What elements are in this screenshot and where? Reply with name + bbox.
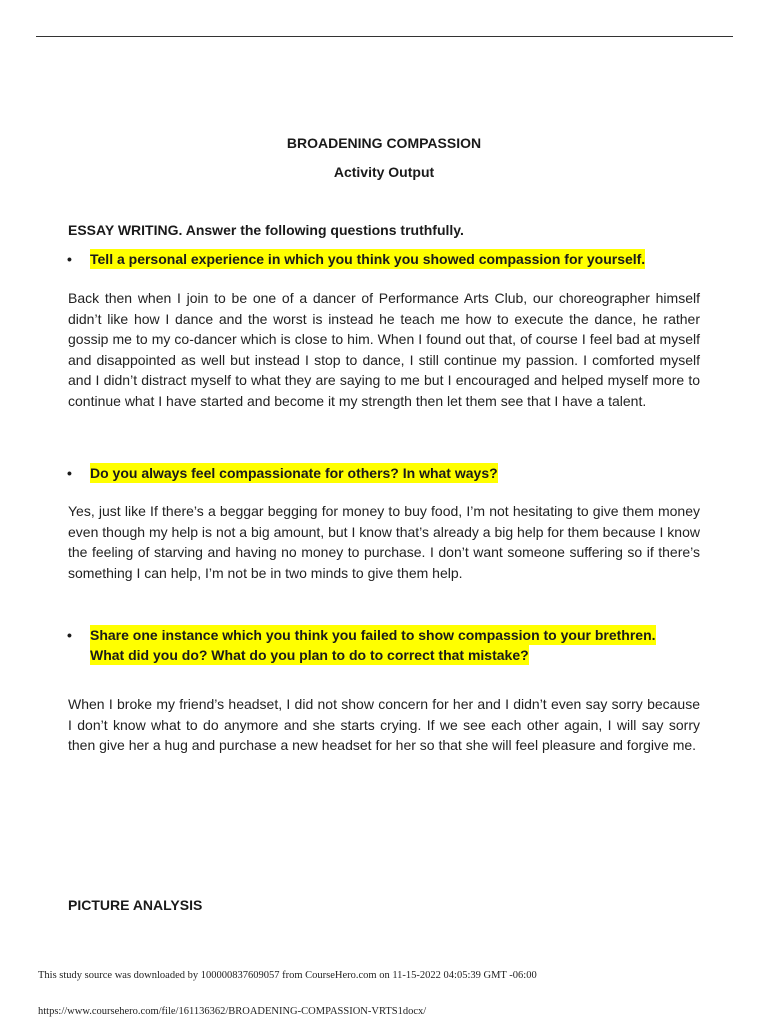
question-1	[64, 249, 645, 269]
essay-section-heading: ESSAY WRITING. Answer the following questions truthfully.	[68, 222, 464, 238]
picture-section-heading: PICTURE ANALYSIS	[68, 897, 203, 913]
top-rule	[36, 36, 733, 37]
question-2-text: Do you always feel compassionate for others? In what ways?	[90, 465, 498, 481]
question-3-line-1: Share one instance which you think you failed to show compassion to your brethren.	[90, 627, 656, 643]
answer-1: Back then when I join to be one of a dancer of Performance Arts Club, our choreographer himself didn’t like how I dance and the worst is instead he teach me how to execute the dance, he rather gossip me to my co-dancer which is close to him. When I found out that, of course I feel bad at myself and disappointed as well but instead I stop to dance, I still continue my passion. I comforted myself and I didn’t distract myself to what they are saying to me but I encouraged and helped myself more to continue what I have started and become it my strength then let them see that I have a talent.	[68, 290, 700, 409]
answer-3: When I broke my friend’s headset, I did not show concern for her and I didn’t even say sorry because I don’t know what to do anymore and she starts crying. If we see each other again, I will say sorry then give her a hug and purchase a new headset for her so that she will feel pleasure and forgive me.	[68, 696, 700, 754]
answer-2: Yes, just like If there’s a beggar begging for money to buy food, I’m not hesitating to give them money even though my help is not a big amount, but I know that’s already a big help for them because I know the feeling of starving and having no money to purchase. I don’t want someone suffering so if there’s something I can help, I’m not be in two minds to give them help.	[68, 503, 700, 581]
question-1-text: Tell a personal experience in which you think you showed compassion for yourself.	[90, 251, 646, 267]
document-title: BROADENING COMPASSION	[286, 135, 482, 151]
bullet-icon: •	[67, 465, 72, 481]
document-subtitle: Activity Output	[333, 164, 435, 180]
bullet-icon: •	[67, 251, 72, 267]
bullet-icon: •	[67, 627, 72, 643]
question-2	[64, 463, 498, 483]
footer-url[interactable]: https://www.coursehero.com/file/161136362/BROADENING-COMPASSION-VRTS1docx/	[38, 1006, 427, 1017]
question-3	[64, 625, 656, 665]
question-3-line-2: What did you do? What do you plan to do to correct that mistake?	[90, 647, 529, 663]
footer-source-note: This study source was downloaded by 100000837609057 from CourseHero.com on 11-15-2022 04:05:39 GMT -06:00	[38, 970, 537, 981]
